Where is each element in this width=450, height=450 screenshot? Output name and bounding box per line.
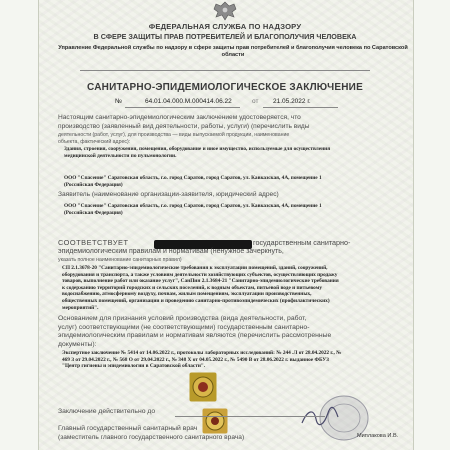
evidence-line-1: Экспертное заключение № 5414 от 14.06.2022 г., протоколы лабораторных исследований: № 244 .Л от 28.04.2022 г., № (62, 350, 342, 356)
evidence-line-3: "Центр гигиены и эпидемиологии в Саратовской области". (62, 363, 206, 370)
intro-line-2: производство (заявленный вид деятельности, работы, услуги) (перечислить виды (58, 122, 310, 130)
object-address-line-1: ООО "Спасение" Саратовская область, г.о. город Саратов, город Саратов, ул. Кавказская, 4А, помещение 1 (64, 175, 322, 181)
number-underline (125, 107, 240, 108)
intro-line-1: Настоящим санитарно-эпидемиологическим заключением удостоверяется, что (58, 114, 301, 121)
date-underline (263, 107, 338, 108)
chief-doctor-line-1: Главный государственный санитарный врач (58, 425, 198, 432)
rules-line-5: водоснабжению, атмосферному воздуху, почвам, жилым помещениям, эксплуатации производственных, (62, 291, 312, 298)
validity-underline (175, 416, 325, 417)
validity-label: Заключение действительно до (58, 408, 156, 415)
activity-line-2: медицинской деятельности по пульмонологии. (64, 153, 177, 159)
conforms-label: СООТВЕТСТВУЕТ (58, 238, 129, 247)
certificate-date: 21.05.2022 г. (273, 98, 311, 105)
rules-line-6: общественных помещений, организации и проведению санитарно-противоэпидемических (профилактических) (62, 298, 330, 304)
conforms-line-2: эпидемиологическим правилам и нормативам (ненужное зачеркнуть, (58, 247, 284, 255)
basis-line-4: документы): (58, 340, 97, 348)
header-rule (80, 70, 370, 71)
applicant-label: Заявитель (наименование организации-заявителя, юридический адрес) (58, 191, 279, 198)
certificate-number: 64.01.04.000.М.000414.06.22 (145, 98, 232, 105)
number-label: № (115, 98, 122, 105)
state-emblem-icon (210, 0, 240, 22)
conforms-right: государственным санитарно- (253, 238, 351, 247)
agency-line-2: В СФЕРЕ ЗАЩИТЫ ПРАВ ПОТРЕБИТЕЛЕЙ И БЛАГОПОЛУЧИЯ ЧЕЛОВЕКА (93, 32, 357, 41)
document-title: САНИТАРНО-ЭПИДЕМИОЛОГИЧЕСКОЕ ЗАКЛЮЧЕНИЕ (87, 82, 363, 93)
rules-line-1: СП 2.1.3678-20 "Санитарно-эпидемиологические требования к эксплуатации помещений, зданий, сооружений, (62, 265, 328, 271)
conforms-line-3: указать полное наименование санитарных правил) (58, 257, 182, 263)
hologram-seal-icon (189, 372, 217, 402)
hologram-seal-icon (202, 408, 228, 434)
signer-name: Миплакова И.В. (357, 433, 399, 439)
basis-line-3: эпидемиологическим правилам и нормативам являются (перечислить рассмотренные (58, 332, 332, 339)
date-label: от (252, 98, 259, 105)
agency-line-1: ФЕДЕРАЛЬНАЯ СЛУЖБА ПО НАДЗОРУ (148, 22, 302, 31)
department-name: Управление Федеральной службы по надзору в сфере защиты прав потребителей и благополучия человека по Саратовской области (58, 45, 408, 58)
rules-line-2: оборудования и транспорта, а также условиям деятельности хозяйствующих субъектов, осуществляющих продажу (62, 271, 338, 278)
rules-line-7: мероприятий". (62, 304, 99, 311)
certificate-sheet (38, 0, 414, 450)
evidence-line-2: 469 З от 29.04.2022 г., № 568 О от 29.04.2022 г., № 348 Х от 04.05.2022 г., № 5490 В от 28.06.2022 г. выданное ФБУЗ (62, 356, 329, 363)
basis-line-2: услуг) соответствующими (не соответствующими) государственным санитарно- (58, 323, 310, 331)
intro-line-3: деятельности (работ, услуг), для производства — виды выпускаемой продукции, наименование (58, 132, 290, 138)
intro-line-4: объекта, фактический адрес): (58, 138, 131, 145)
rules-line-3: товаров, выполнение работ или оказание услуг", СанПин 2.1.3684-21 "Санитарно-эпидемиологические требования (62, 278, 339, 285)
applicant-address-line-1: ООО "Спасение" Саратовская область, г.о. город Саратов, город Саратов, ул. Кавказская, 4А, помещение 1 (64, 203, 322, 209)
object-address-line-2: (Российская Федерация) (64, 182, 123, 188)
rules-line-4: к содержанию территорий городских и сельских поселений, к водным объектам, питьевой воде и питьевому (62, 284, 322, 291)
applicant-address-line-2: (Российская Федерация) (64, 210, 123, 216)
basis-line-1: Основанием для признания условий производства (вида деятельности, работ, (58, 315, 307, 322)
activity-line-1: Здания, строения, сооружения, помещения, оборудование и иное имущество, используемые для осуществления (64, 146, 331, 152)
chief-doctor-line-2: (заместитель главного государственного санитарного врача) (58, 433, 245, 441)
